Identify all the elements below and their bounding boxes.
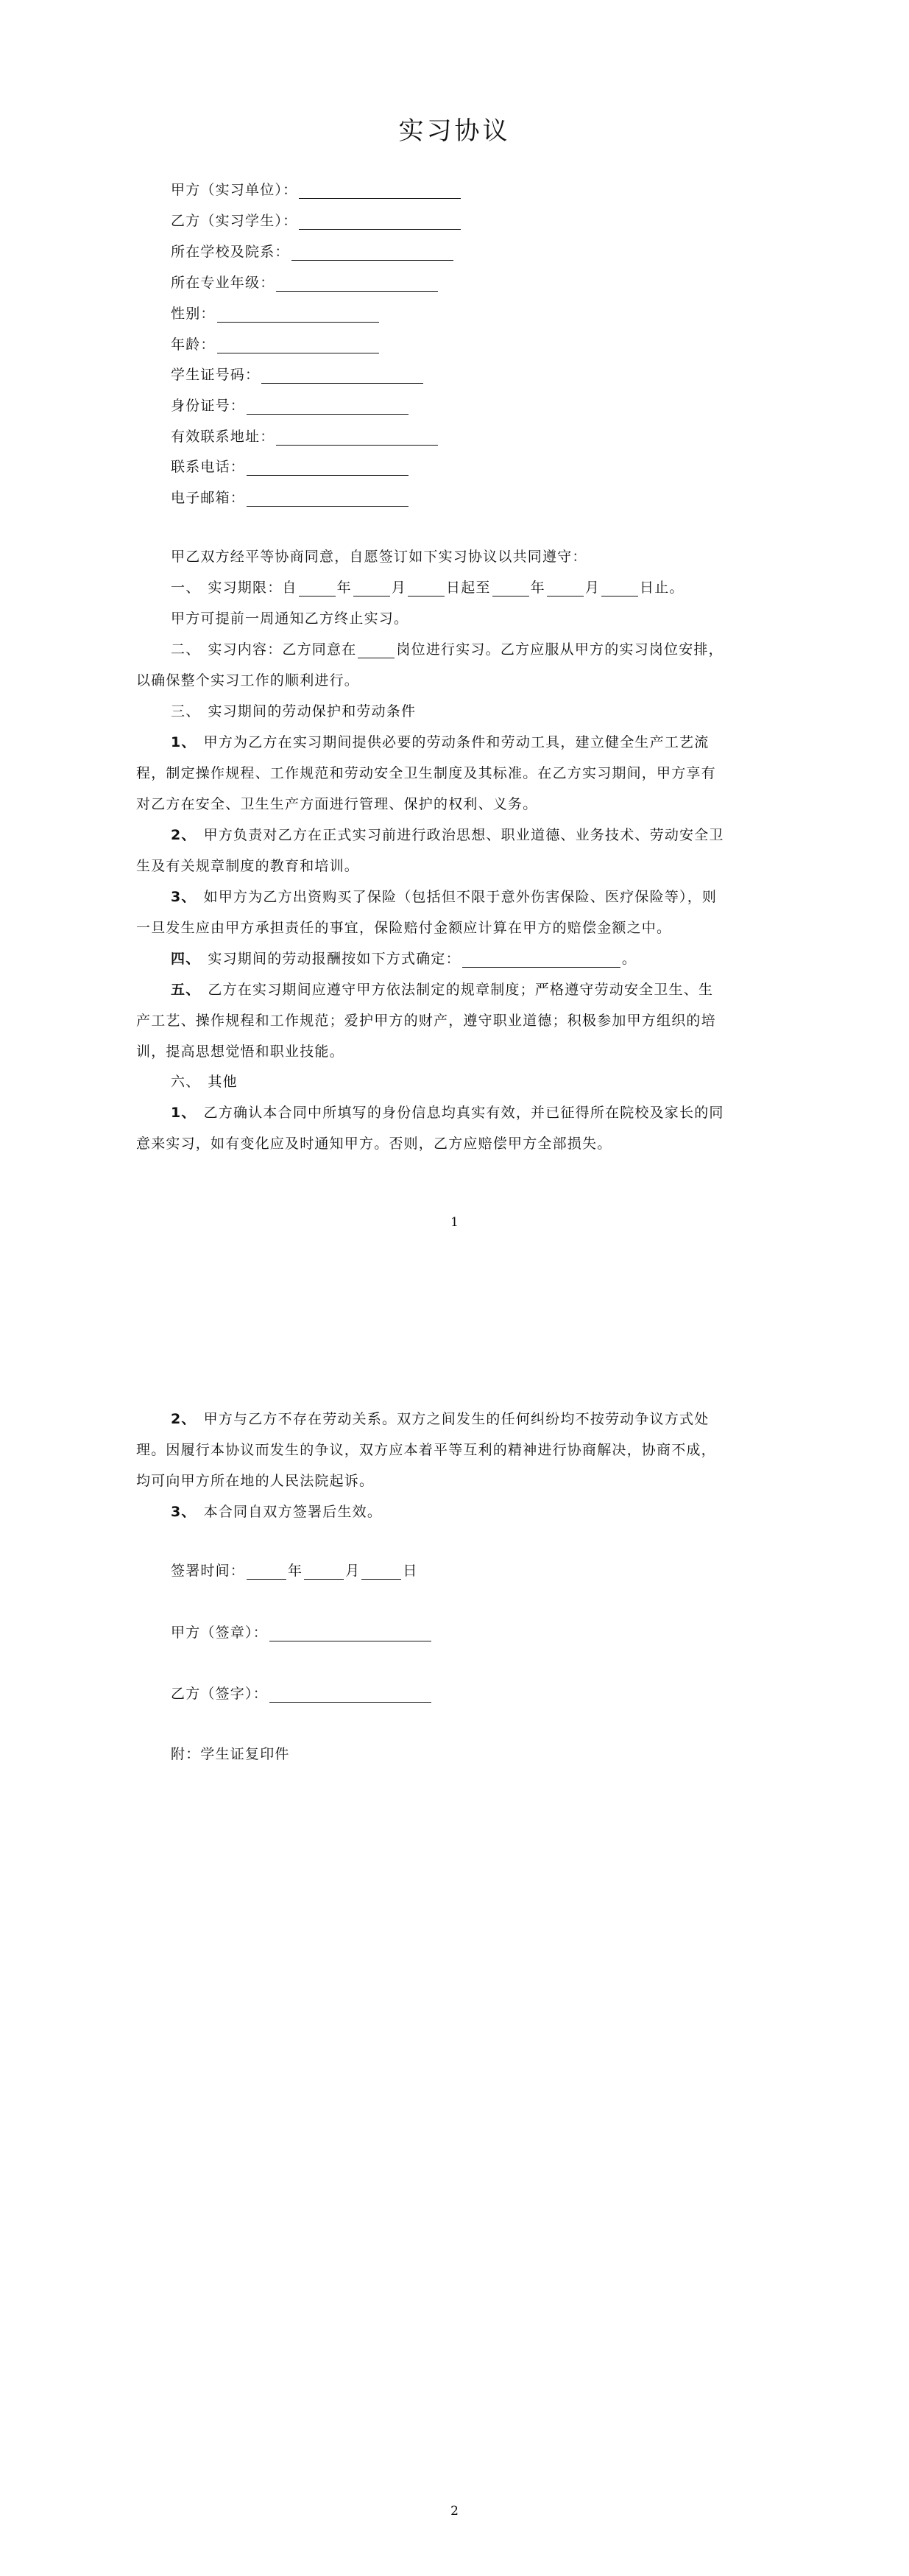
field-party-b	[171, 212, 462, 230]
field-label: 所在专业年级：	[171, 275, 275, 291]
signature-blank[interactable]	[269, 1626, 431, 1641]
clause-3-3	[171, 888, 717, 906]
clause-text: 日止。	[640, 580, 685, 596]
clause-3-3-cont: 一旦发生应由甲方承担责任的事宜，保险赔付金额应计算在甲方的赔偿金额之中。	[136, 920, 672, 936]
clause-5-cont: 产工艺、操作规程和工作规范；爱护甲方的财产，遵守职业道德；积极参加甲方组织的培	[136, 1013, 716, 1029]
clause-text: 日起至	[446, 580, 491, 596]
document-title: 实习协议	[398, 116, 511, 146]
clause-2-cont: 以确保整个实习工作的顺利进行。	[136, 672, 360, 689]
field-id-card	[171, 397, 410, 415]
field-label: 有效联系地址：	[171, 429, 275, 445]
clause-3-1-cont: 对乙方在安全、卫生生产方面进行管理、保护的权利、义务。	[136, 796, 538, 812]
clause-text: 如甲方为乙方出资购买了保险（包括但不限于意外伤害保险、医疗保险等），则	[203, 889, 718, 905]
clause-number: 二、	[171, 641, 201, 658]
date-unit: 月	[345, 1563, 361, 1579]
date-unit: 日	[403, 1563, 418, 1579]
item-number: 1、	[171, 734, 197, 750]
clause-3-1-cont: 程，制定操作规程、工作规范和劳动安全卫生制度及其标准。在乙方实习期间，甲方享有	[136, 765, 716, 781]
fill-blank[interactable]	[261, 368, 423, 384]
fill-blank[interactable]	[276, 430, 438, 446]
clause-title: 其他	[208, 1074, 238, 1090]
fill-blank[interactable]	[358, 643, 395, 658]
fill-blank[interactable]	[353, 581, 390, 597]
clause-3-2-cont: 生及有关规章制度的教育和培训。	[136, 858, 360, 874]
clause-text: 月	[584, 580, 601, 596]
field-label: 身份证号：	[171, 398, 246, 414]
clause-1-note: 甲方可提前一周通知乙方终止实习。	[171, 610, 409, 627]
item-number: 2、	[171, 1411, 197, 1427]
clause-6-2-cont: 理。因履行本协议而发生的争议，双方应本着平等互利的精神进行协商解决，协商不成，	[136, 1442, 716, 1458]
attachment-note: 附：学生证复印件	[171, 1746, 290, 1762]
clause-number: 五、	[171, 982, 201, 998]
field-major	[171, 274, 439, 292]
page-number: 1	[450, 1215, 459, 1230]
clause-3-1	[171, 733, 709, 751]
clause-5-cont: 训，提高思想觉悟和职业技能。	[136, 1044, 344, 1060]
clause-1	[171, 579, 685, 597]
item-number: 2、	[171, 827, 197, 843]
year-blank[interactable]	[247, 1564, 286, 1580]
field-label: 联系电话：	[171, 459, 246, 475]
clause-number: 一、	[171, 580, 201, 596]
fill-blank[interactable]	[247, 399, 408, 415]
item-number: 3、	[171, 889, 197, 905]
intro-text: 甲乙双方经平等协商同意，自愿签订如下实习协议以共同遵守：	[171, 549, 587, 565]
field-phone	[171, 458, 410, 476]
fill-blank[interactable]	[217, 307, 379, 323]
clause-text: 年	[530, 580, 545, 596]
fill-blank[interactable]	[408, 581, 445, 597]
field-label: 甲方（实习单位）：	[171, 182, 298, 198]
clause-text: 本合同自双方签署后生效。	[203, 1504, 383, 1520]
fill-blank[interactable]	[217, 338, 379, 353]
date-label: 签署时间：	[171, 1563, 246, 1579]
field-student-id	[171, 366, 425, 384]
party-a-signature	[171, 1624, 433, 1641]
fill-blank[interactable]	[247, 491, 408, 507]
clause-text: 甲方负责对乙方在正式实习前进行政治思想、职业道德、业务技术、劳动安全卫	[203, 827, 724, 843]
fill-blank[interactable]	[291, 245, 453, 261]
clause-text: 实习内容：乙方同意在	[208, 641, 357, 658]
clause-text: 甲方与乙方不存在劳动关系。双方之间发生的任何纠纷均不按劳动争议方式处	[203, 1411, 710, 1427]
page-number: 2	[450, 2504, 459, 2519]
fill-blank[interactable]	[276, 276, 438, 292]
fill-blank[interactable]	[462, 952, 620, 968]
clause-6-1-cont: 意来实习，如有变化应及时通知甲方。否则，乙方应赔偿甲方全部损失。	[136, 1136, 612, 1152]
date-unit: 年	[288, 1563, 303, 1579]
fill-blank[interactable]	[299, 214, 461, 230]
clause-text: 乙方在实习期间应遵守甲方依法制定的规章制度；严格遵守劳动安全卫生、生	[208, 982, 714, 998]
field-label: 学生证号码：	[171, 367, 261, 383]
month-blank[interactable]	[304, 1564, 344, 1580]
fill-blank[interactable]	[247, 460, 408, 476]
fill-blank[interactable]	[547, 581, 584, 597]
clause-6-1	[171, 1104, 724, 1122]
clause-text: 年	[336, 580, 352, 596]
field-label: 乙方（实习学生）：	[171, 213, 298, 229]
field-party-a	[171, 181, 462, 199]
day-blank[interactable]	[361, 1564, 401, 1580]
clause-2	[171, 641, 724, 658]
clause-5	[171, 981, 713, 999]
clause-text: 岗位进行实习。乙方应服从甲方的实习岗位安排，	[396, 641, 724, 658]
clause-6-3	[171, 1503, 382, 1521]
field-school	[171, 243, 455, 261]
signature-label: 乙方（签字）：	[171, 1686, 268, 1702]
clause-text: 实习期间的劳动报酬按如下方式确定：	[208, 951, 461, 967]
signature-blank[interactable]	[269, 1687, 431, 1703]
fill-blank[interactable]	[299, 581, 336, 597]
fill-blank[interactable]	[492, 581, 529, 597]
field-label: 所在学校及院系：	[171, 244, 290, 260]
item-number: 1、	[171, 1105, 197, 1121]
clause-3-heading	[171, 703, 416, 720]
field-label: 电子邮箱：	[171, 490, 246, 506]
field-label: 性别：	[171, 306, 216, 322]
field-email	[171, 489, 410, 507]
fill-blank[interactable]	[299, 183, 461, 199]
clause-number: 六、	[171, 1074, 201, 1090]
clause-4	[171, 950, 637, 968]
party-b-signature	[171, 1685, 433, 1703]
fill-blank[interactable]	[601, 581, 638, 597]
signature-label: 甲方（签章）：	[171, 1625, 268, 1641]
clause-6-heading	[171, 1073, 238, 1091]
clause-text: 月	[391, 580, 407, 596]
clause-number: 四、	[171, 951, 201, 967]
clause-text: 。	[621, 951, 637, 967]
clause-title: 实习期间的劳动保护和劳动条件	[208, 703, 417, 719]
clause-6-2	[171, 1410, 709, 1428]
field-age	[171, 336, 381, 353]
clause-text: 乙方确认本合同中所填写的身份信息均真实有效，并已征得所在院校及家长的同	[203, 1105, 724, 1121]
clause-6-2-cont: 均可向甲方所在地的人民法院起诉。	[136, 1473, 375, 1489]
field-gender	[171, 305, 381, 323]
item-number: 3、	[171, 1504, 197, 1520]
signing-date	[171, 1562, 418, 1580]
clause-text: 甲方为乙方在实习期间提供必要的劳动条件和劳动工具，建立健全生产工艺流	[203, 734, 710, 750]
field-address	[171, 428, 439, 446]
field-label: 年龄：	[171, 337, 216, 353]
clause-text: 实习期限：自	[208, 580, 297, 596]
clause-3-2	[171, 826, 724, 844]
clause-number: 三、	[171, 703, 201, 719]
